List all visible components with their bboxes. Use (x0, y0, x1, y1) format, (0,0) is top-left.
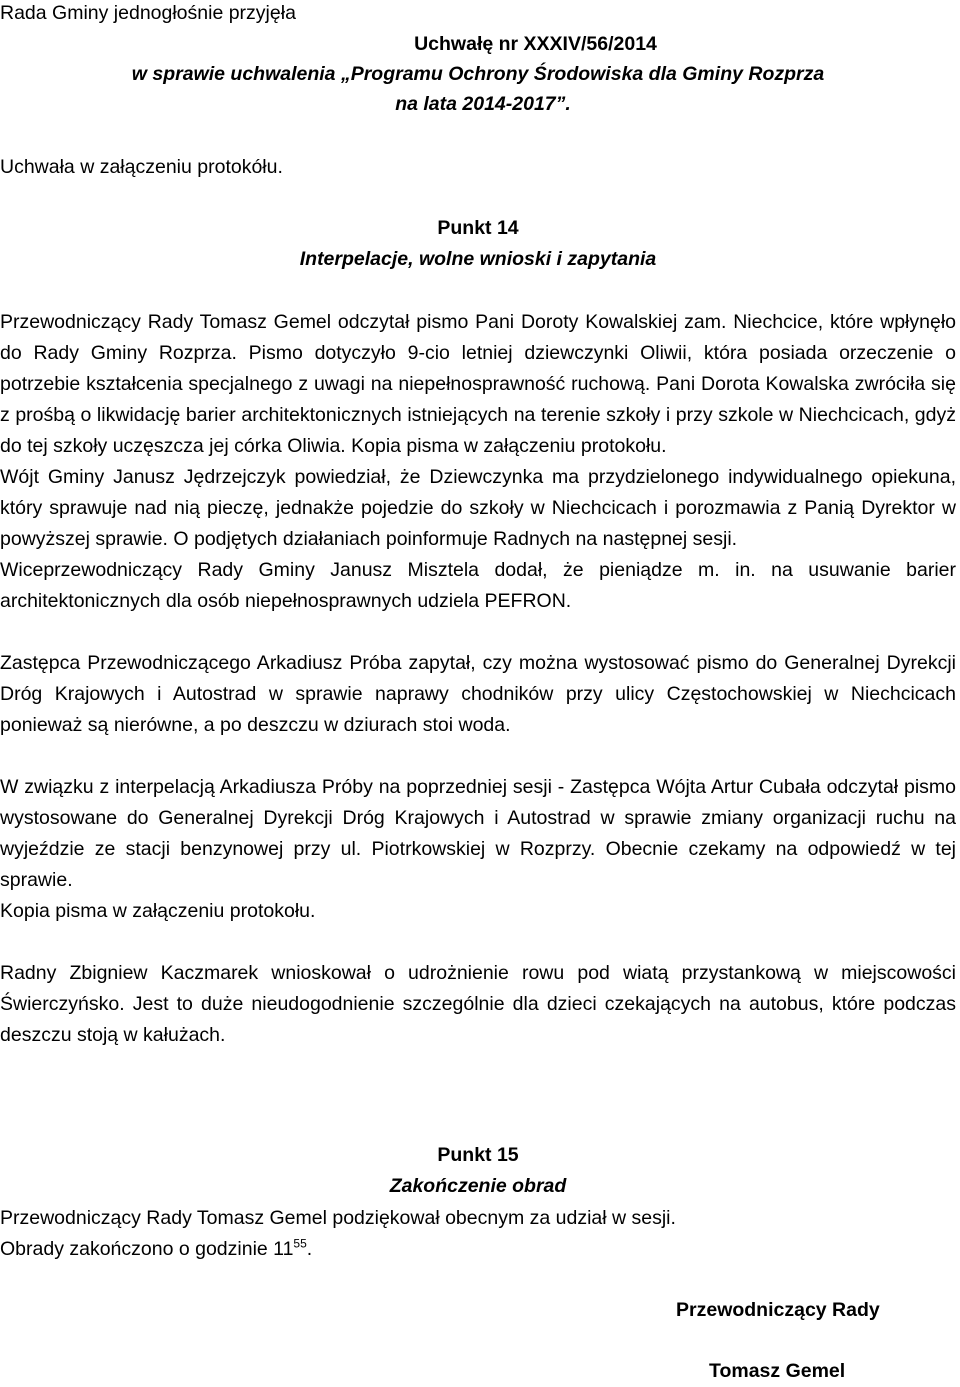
closing-time-text: Obrady zakończono o godzinie 11 (0, 1238, 294, 1260)
closing-time-minutes: 55 (293, 1236, 307, 1251)
point14-heading: Punkt 14 (437, 217, 519, 239)
point14-body (0, 307, 956, 1051)
paragraph-councillor: Radny Zbigniew Kaczmarek wnioskował o udrożnienie rowu pod wiatą przystankową w miejscowości Świerczyńsko. Jest to duże nieudogodnienie szczególnie dla dzieci czekających na autobus, które podczas deszczu stoją w kałużach. (0, 962, 956, 1046)
point14-subheading: Interpelacje, wolne wnioski i zapytania (299, 248, 657, 270)
paragraph-vice-chair: Wiceprzewodniczący Rady Gminy Janusz Misztela dodał, że pieniądze m. in. na usuwanie barier architektonicznych dla osób niepełnosprawnych udziela PEFRON. (0, 559, 956, 612)
point15-header (0, 1140, 956, 1202)
closing-thanks: Przewodniczący Rady Tomasz Gemel podziękował obecnym za udział w sesji. (0, 1207, 676, 1229)
point15-body (0, 1203, 956, 1265)
point15-heading: Punkt 15 (437, 1144, 519, 1166)
closing-time-period: . (306, 1238, 313, 1260)
resolution-title (0, 29, 956, 119)
resolution-period: na lata 2014-2017”. (395, 93, 571, 115)
paragraph-wojt: Wójt Gminy Janusz Jędrzejczyk powiedział, że Dziewczynka ma przydzielonego indywidualnego opiekuna, który sprawuje nad nią pieczę, jednakże pojedzie do szkoły w Niechcicach i porozmawia z Panią Dyrektor w powyższej sprawie. O podjętych działaniach poinformuje Radnych na następnej sesji. (0, 466, 956, 550)
point14-header (0, 213, 956, 275)
resolution-number: Uchwałę nr XXXIV/56/2014 (414, 33, 657, 55)
point15-subheading: Zakończenie obrad (389, 1175, 567, 1197)
paragraph-deputy-chair: Zastępca Przewodniczącego Arkadiusz Próba zapytał, czy można wystosować pismo do Generalnej Dyrekcji Dróg Krajowych i Autostrad w sprawie naprawy chodników przy ulicy Częstochowskiej w Niechcicach ponieważ są nierówne, a po deszczu w dziurach stoi woda. (0, 652, 956, 736)
resolution-subject: w sprawie uchwalenia „Programu Ochrony Środowiska dla Gminy Rozprza (131, 63, 825, 85)
paragraph-copy-note: Kopia pisma w załączeniu protokołu. (0, 900, 316, 922)
closing-time (0, 1234, 956, 1265)
intro-text: Rada Gminy jednogłośnie przyjęła (0, 2, 296, 24)
signature-name: Tomasz Gemel (709, 1360, 846, 1382)
paragraph-deputy-mayor: W związku z interpelacją Arkadiusza Próby na poprzedniej sesji - Zastępca Wójta Artur Cubała odczytał pismo wystosowane do Generalnej Dyrekcji Dróg Krajowych i Autostrad w sprawie zmiany organizacji ruchu na wyjeździe ze stacji benzynowej przy ul. Piotrkowskiej w Rozprzy. Obecnie czekamy na odpowiedź w tej sprawie. (0, 776, 956, 891)
signature-title: Przewodniczący Rady (676, 1299, 880, 1321)
paragraph-letter: Przewodniczący Rady Tomasz Gemel odczytał pismo Pani Doroty Kowalskiej zam. Niechcice, które wpłynęło do Rady Gminy Rozprza. Pismo dotyczyło 9-cio letniej dziewczynki Oliwii, która posiada orzeczenie o potrzebie kształcenia specjalnego z uwagi na niepełnosprawność ruchową. Pani Dorota Kowalska zwróciła się z prośbą o likwidację barier architektonicznych istniejących na terenie szkoły i przy szkole w Niechcicach, gdyż do tej szkoły uczęszcza jej córka Oliwia. Kopia pisma w załączeniu protokołu. (0, 311, 956, 457)
attachment-note: Uchwała w załączeniu protokółu. (0, 156, 283, 178)
